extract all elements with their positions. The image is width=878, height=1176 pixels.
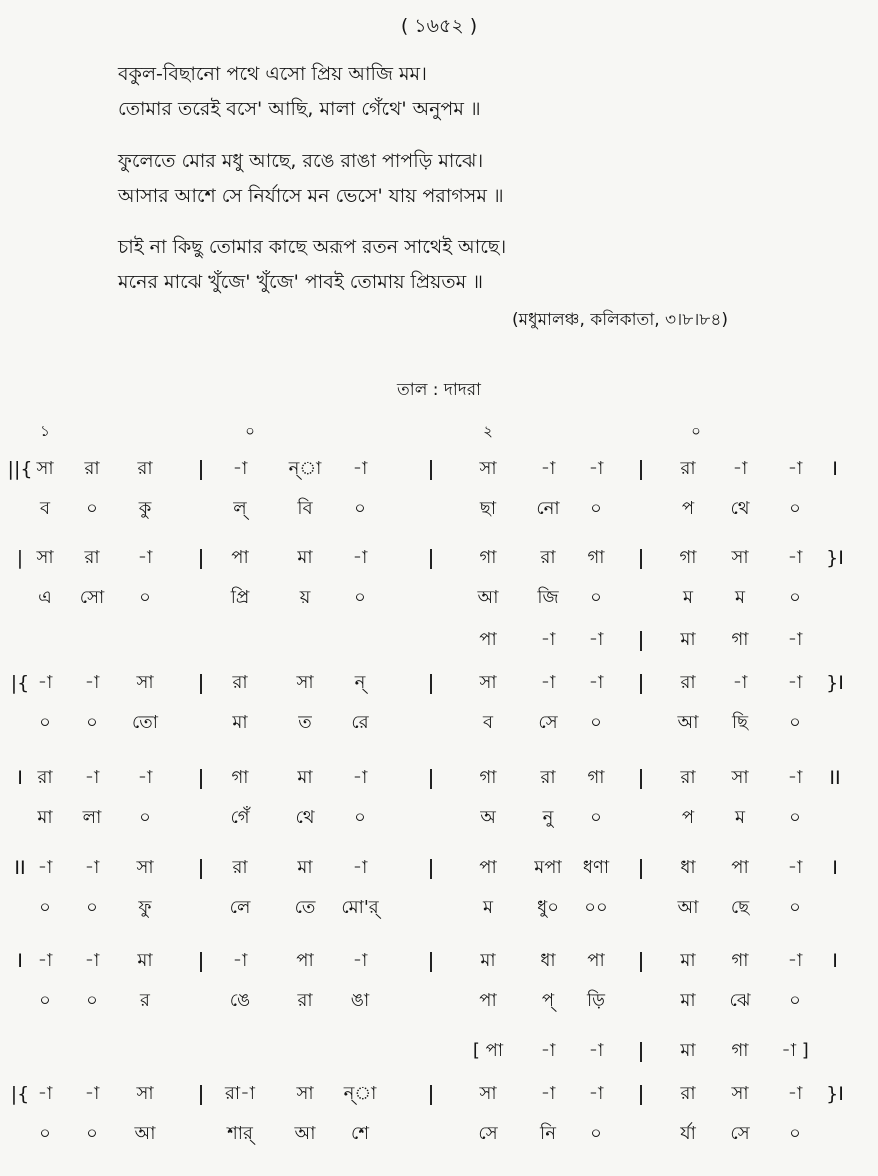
pre-swara: -া: [588, 629, 604, 650]
vibhag-bar: [430, 460, 432, 480]
swara-note: -া: [352, 547, 368, 568]
vibhag-bar: [430, 859, 432, 879]
lyric-syllable: শে: [351, 1123, 369, 1144]
lyric-syllable: ০: [354, 498, 366, 519]
vibhag-bar: [430, 769, 432, 789]
lyric-syllable: ড়ি: [587, 990, 605, 1011]
lyric-syllable: পা: [479, 990, 497, 1011]
swara-note: রা: [680, 1083, 696, 1104]
swara-note: -া: [84, 857, 100, 878]
vibhag-bar: [200, 549, 202, 569]
poem-source: (মধুমালঞ্চ, কলিকাতা, ৩।৮।৮৪): [512, 310, 728, 330]
swara-note: -া: [84, 767, 100, 788]
lyric-syllable: ০: [789, 1123, 801, 1144]
lyric-syllable: সে: [730, 1123, 750, 1144]
page-number: ( ১৬৫২ ): [400, 15, 478, 37]
swara-note: মা: [297, 857, 313, 878]
lyric-syllable: জি: [537, 587, 559, 608]
swara-note: পা: [231, 547, 249, 568]
vibhag-bar: [640, 769, 642, 789]
lyric-syllable: সে: [478, 1123, 498, 1144]
vibhag-bar: [640, 631, 642, 651]
lyric-syllable: প: [681, 498, 695, 519]
lyric-syllable: এ: [38, 587, 52, 608]
lyric-syllable: ০: [789, 712, 801, 733]
swara-note: -া: [588, 458, 604, 479]
row-open-mark: II: [14, 857, 26, 879]
lyric-syllable: ০: [590, 587, 602, 608]
swara-note: পা: [479, 857, 497, 878]
pre-swara: -া ]: [781, 1040, 809, 1061]
pre-swara: মা: [680, 1040, 696, 1061]
swara-note: -া: [787, 547, 803, 568]
pre-swara: গা: [731, 1040, 749, 1061]
lyric-syllable: ০: [39, 712, 51, 733]
swara-note: মা: [680, 950, 696, 971]
swara-note: গা: [479, 767, 497, 788]
swara-note: -া: [232, 458, 248, 479]
vibhag-bar: [430, 952, 432, 972]
swara-note: -া: [540, 458, 556, 479]
swara-note: সা: [479, 458, 497, 479]
vibhag-bar: [640, 674, 642, 694]
swara-note: রা: [680, 672, 696, 693]
lyric-syllable: নো: [536, 498, 560, 519]
swara-note: সা: [731, 547, 749, 568]
lyric-syllable: ০: [86, 1123, 98, 1144]
lyric-syllable: ০: [590, 1123, 602, 1144]
swara-note: -া: [84, 1083, 100, 1104]
lyric-syllable: ০: [590, 498, 602, 519]
swara-note: পা: [731, 857, 749, 878]
beat-marker: ০: [245, 422, 255, 440]
lyric-syllable: ০: [590, 712, 602, 733]
lyric-syllable: ছে: [730, 897, 750, 918]
swara-note: রা: [84, 547, 100, 568]
swara-note: মা: [297, 547, 313, 568]
swara-note: রা: [540, 547, 556, 568]
lyric-syllable: ০: [39, 1123, 51, 1144]
lyric-syllable: নি: [540, 1123, 556, 1144]
row-close-mark: }I: [826, 1083, 844, 1105]
lyric-syllable: লে: [229, 897, 251, 918]
lyric-syllable: কু: [138, 498, 152, 519]
beat-marker: ০: [691, 422, 701, 440]
lyric-syllable: ০: [354, 587, 366, 608]
pre-swara: গা: [731, 629, 749, 650]
lyric-syllable: ল্: [233, 498, 247, 519]
swara-note: -া: [787, 857, 803, 878]
swara-note: -া: [84, 950, 100, 971]
swara-note: -া: [352, 857, 368, 878]
swara-note: রা: [232, 857, 248, 878]
swara-note: ন্া: [343, 1083, 377, 1104]
lyric-syllable: ০: [789, 990, 801, 1011]
pre-swara: -া: [540, 629, 556, 650]
swara-note: -া: [84, 672, 100, 693]
lyric-syllable: আ: [134, 1123, 156, 1144]
lyric-syllable: ০০: [584, 897, 608, 918]
pre-swara: -া: [540, 1040, 556, 1061]
vibhag-bar: [200, 674, 202, 694]
swara-note: গা: [731, 950, 749, 971]
swara-note: -া: [588, 672, 604, 693]
beat-marker: ২: [483, 422, 493, 440]
lyric-syllable: ম: [735, 807, 745, 828]
swara-note: -া: [787, 1083, 803, 1104]
swara-note: সা: [136, 672, 154, 693]
swara-note: -া: [37, 857, 53, 878]
swara-note: গা: [587, 547, 605, 568]
lyric-syllable: শার্: [227, 1123, 253, 1144]
lyric-syllable: ০: [590, 807, 602, 828]
swara-note: মা: [297, 767, 313, 788]
swara-note: রা: [540, 767, 556, 788]
vibhag-bar: [430, 549, 432, 569]
pre-swara: পা: [479, 629, 497, 650]
lyric-syllable: ফু: [138, 897, 152, 918]
row-close-mark: I: [832, 458, 838, 480]
swara-note: রা: [84, 458, 100, 479]
lyric-syllable: ০: [139, 807, 151, 828]
lyric-syllable: ০: [789, 587, 801, 608]
swara-note: ধণা: [582, 857, 610, 878]
lyric-syllable: সে: [538, 712, 558, 733]
row-close-mark: I: [832, 950, 838, 972]
swara-note: -া: [540, 672, 556, 693]
vibhag-bar: [640, 460, 642, 480]
swara-note: -া: [787, 672, 803, 693]
swara-note: গা: [231, 767, 249, 788]
lyric-syllable: ধু০: [537, 897, 559, 918]
swara-note: ন্া: [288, 458, 322, 479]
vibhag-bar: [640, 859, 642, 879]
swara-note: সা: [36, 547, 54, 568]
poem-line: বকুল-বিছানো পথে এসো প্রিয় আজি মম।: [118, 63, 427, 85]
lyric-syllable: ব: [39, 498, 51, 519]
vibhag-bar: [200, 769, 202, 789]
swara-note: সা: [296, 672, 314, 693]
lyric-syllable: রা: [297, 990, 313, 1011]
lyric-syllable: নু: [542, 807, 554, 828]
lyric-syllable: ০: [39, 990, 51, 1011]
vibhag-bar: [200, 1085, 202, 1105]
swara-note: সা: [136, 1083, 154, 1104]
lyric-syllable: প: [681, 807, 695, 828]
pre-swara: মা: [680, 629, 696, 650]
row-open-mark: |{: [10, 1083, 30, 1105]
lyric-syllable: ০: [39, 897, 51, 918]
lyric-syllable: তে: [294, 897, 316, 918]
vibhag-bar: [640, 1085, 642, 1105]
lyric-syllable: মা: [232, 712, 248, 733]
lyric-syllable: ম: [735, 587, 745, 608]
swara-note: মপা: [534, 857, 562, 878]
lyric-syllable: থে: [295, 807, 315, 828]
lyric-syllable: ০: [789, 498, 801, 519]
lyric-syllable: ম: [683, 587, 693, 608]
swara-note: রা: [232, 672, 248, 693]
swara-note: ধা: [540, 950, 556, 971]
row-open-mark: I: [17, 767, 23, 789]
swara-note: -া: [732, 672, 748, 693]
vibhag-bar: [640, 549, 642, 569]
swara-note: সা: [296, 1083, 314, 1104]
row-close-mark: I: [832, 857, 838, 879]
lyric-syllable: ত: [298, 712, 312, 733]
vibhag-bar: [430, 1085, 432, 1105]
pre-swara: [ পা: [472, 1040, 504, 1061]
row-open-mark: |{: [10, 672, 30, 694]
swara-note: -া: [732, 458, 748, 479]
pre-swara: -া: [588, 1040, 604, 1061]
swara-note: -া: [137, 547, 153, 568]
swara-note: ধা: [680, 857, 696, 878]
swara-note: -া: [588, 1083, 604, 1104]
swara-note: -া: [352, 767, 368, 788]
vibhag-bar: [430, 674, 432, 694]
swara-note: পা: [587, 950, 605, 971]
lyric-syllable: লা: [82, 807, 102, 828]
lyric-syllable: র্যা: [680, 1123, 696, 1144]
swara-note: রা: [137, 458, 153, 479]
swara-note: -া: [540, 1083, 556, 1104]
lyric-syllable: ০: [139, 587, 151, 608]
lyric-syllable: ম: [483, 897, 493, 918]
swara-note: -া: [787, 458, 803, 479]
swara-note: সা: [731, 767, 749, 788]
poem-line: তোমার তরেই বসে' আছি, মালা গেঁথে' অনুপম ॥: [118, 98, 481, 120]
lyric-syllable: মো'র্: [341, 897, 379, 918]
vibhag-bar: [640, 952, 642, 972]
swara-note: -া: [352, 458, 368, 479]
poem-line: ফুলেতে মোর মধু আছে, রঙে রাঙা পাপড়ি মাঝে।: [118, 150, 484, 172]
lyric-syllable: তো: [131, 712, 159, 733]
lyric-syllable: ছি: [731, 712, 749, 733]
poem-line: চাই না কিছু তোমার কাছে অরূপ রতন সাথেই আছে।: [118, 236, 507, 258]
lyric-syllable: র: [140, 990, 150, 1011]
swara-note: সা: [479, 1083, 497, 1104]
vibhag-bar: [640, 1042, 642, 1062]
row-close-mark: }I: [826, 672, 844, 694]
vibhag-bar: [200, 952, 202, 972]
swara-note: সা: [36, 458, 54, 479]
swara-note: পা: [296, 950, 314, 971]
lyric-syllable: মা: [37, 807, 53, 828]
lyric-syllable: আ: [677, 897, 699, 918]
row-open-mark: ||{: [7, 458, 33, 480]
swara-note: সা: [731, 1083, 749, 1104]
swara-note: গা: [587, 767, 605, 788]
row-close-mark: }I: [826, 547, 844, 569]
lyric-syllable: অ: [480, 807, 496, 828]
row-close-mark: II: [829, 767, 841, 789]
poem-line: মনের মাঝে খুঁজে' খুঁজে' পাবই তোমায় প্রিয়তম ॥: [118, 271, 483, 293]
swara-note: ন্: [354, 672, 366, 693]
swara-note: সা: [479, 672, 497, 693]
lyric-syllable: প্: [541, 990, 555, 1011]
swara-note: -া: [787, 767, 803, 788]
tal-heading: তাল : দাদরা: [397, 380, 481, 400]
swara-note: গা: [679, 547, 697, 568]
lyric-syllable: ০: [86, 712, 98, 733]
lyric-syllable: সো: [79, 587, 105, 608]
poem-line: আসার আশে সে নির্যাসে মন ভেসে' যায় পরাগসম ॥: [118, 185, 504, 207]
vibhag-bar: [200, 859, 202, 879]
swara-note: -া: [37, 950, 53, 971]
swara-note: রা: [680, 458, 696, 479]
lyric-syllable: গেঁ: [230, 807, 250, 828]
swara-note: রা-া: [225, 1083, 255, 1104]
swara-note: মা: [480, 950, 496, 971]
vibhag-bar: [200, 460, 202, 480]
lyric-syllable: ০: [86, 897, 98, 918]
lyric-syllable: রে: [351, 712, 369, 733]
swara-note: মা: [137, 950, 153, 971]
lyric-syllable: আ: [294, 1123, 316, 1144]
swara-note: গা: [479, 547, 497, 568]
lyric-syllable: ঙে: [229, 990, 251, 1011]
lyric-syllable: ০: [789, 807, 801, 828]
lyric-syllable: ০: [86, 990, 98, 1011]
lyric-syllable: ০: [354, 807, 366, 828]
pre-swara: -া: [787, 629, 803, 650]
swara-note: -া: [787, 950, 803, 971]
swara-note: -া: [352, 950, 368, 971]
swara-note: রা: [37, 767, 53, 788]
swara-note: -া: [37, 672, 53, 693]
swara-note: -া: [37, 1083, 53, 1104]
lyric-syllable: ০: [789, 897, 801, 918]
lyric-syllable: আ: [677, 712, 699, 733]
row-open-mark: I: [17, 950, 23, 972]
row-open-mark: |: [16, 547, 24, 569]
lyric-syllable: বি: [297, 498, 313, 519]
lyric-syllable: ০: [86, 498, 98, 519]
lyric-syllable: ঙা: [350, 990, 370, 1011]
lyric-syllable: ঝে: [729, 990, 751, 1011]
swara-note: -া: [137, 767, 153, 788]
lyric-syllable: ছা: [479, 498, 497, 519]
lyric-syllable: মা: [680, 990, 696, 1011]
swara-note: সা: [136, 857, 154, 878]
swara-note: -া: [232, 950, 248, 971]
lyric-syllable: আ: [477, 587, 499, 608]
lyric-syllable: য়: [299, 587, 311, 608]
lyric-syllable: প্রি: [230, 587, 250, 608]
swara-note: রা: [680, 767, 696, 788]
lyric-syllable: ব: [482, 712, 494, 733]
lyric-syllable: থে: [730, 498, 750, 519]
beat-marker: ১: [40, 422, 50, 440]
